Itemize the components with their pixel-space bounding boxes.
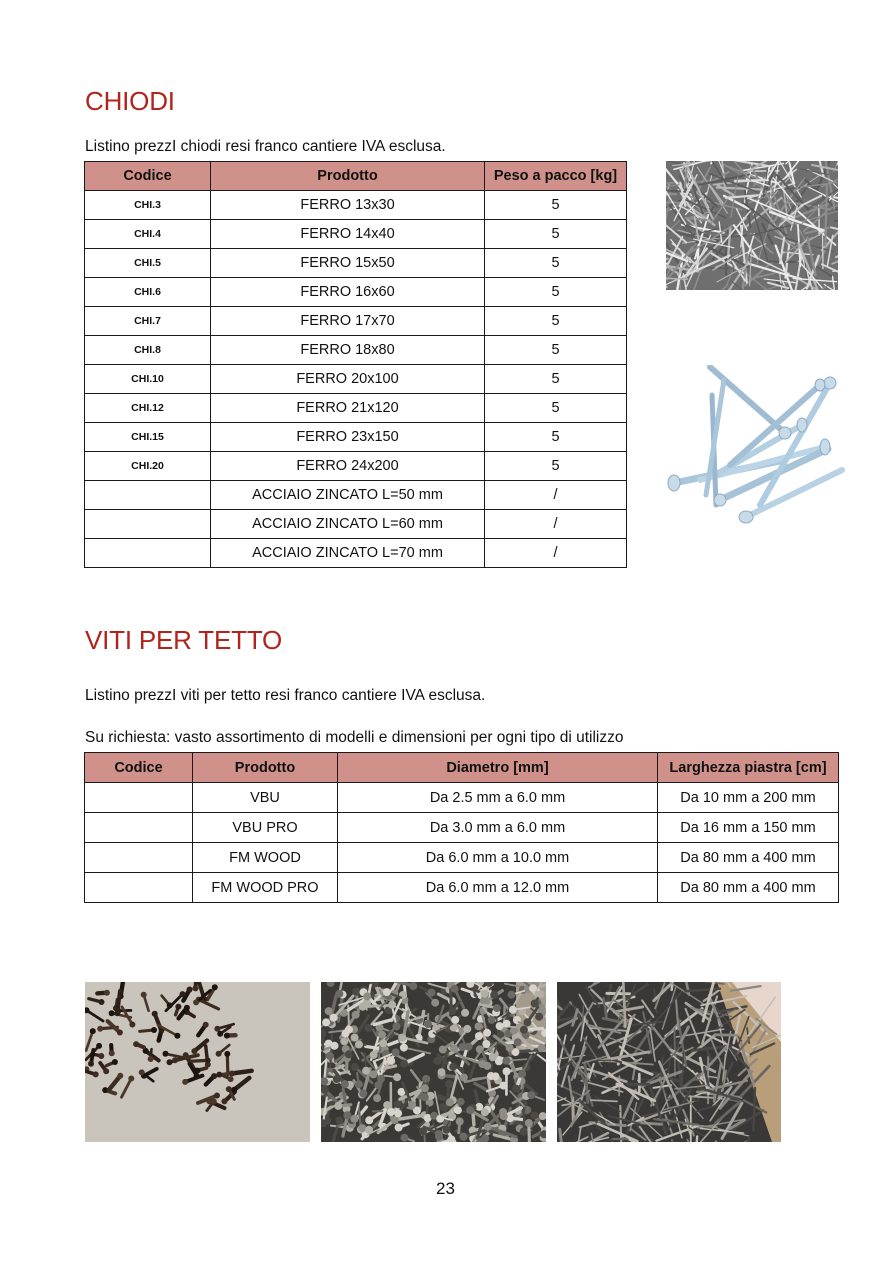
- cell-peso: /: [485, 481, 627, 510]
- cell-prodotto: FERRO 21x120: [211, 394, 485, 423]
- cell-prodotto: ACCIAIO ZINCATO L=60 mm: [211, 510, 485, 539]
- table-row: [85, 191, 627, 220]
- section-title-chiodi: CHIODI: [85, 86, 175, 116]
- table-row: [85, 783, 839, 813]
- cell-codice: [85, 783, 193, 813]
- cell-prodotto: FERRO 24x200: [211, 452, 485, 481]
- cell-peso: 5: [485, 423, 627, 452]
- cell-prodotto: FERRO 23x150: [211, 423, 485, 452]
- page-number: 23: [436, 1179, 455, 1198]
- cell-peso: 5: [485, 365, 627, 394]
- pile-of-steel-nails-photo: [666, 161, 838, 290]
- cell-prodotto: FERRO 16x60: [211, 278, 485, 307]
- cell-peso: 5: [485, 394, 627, 423]
- cell-peso: 5: [485, 307, 627, 336]
- cell-codice: CHI.6: [85, 278, 211, 307]
- cell-codice: CHI.15: [85, 423, 211, 452]
- cell-prodotto: VBU: [193, 783, 338, 813]
- table-row: [85, 278, 627, 307]
- viti-table: [84, 752, 839, 903]
- cell-prodotto: FERRO 20x100: [211, 365, 485, 394]
- cell-larghezza: Da 10 mm a 200 mm: [658, 783, 839, 813]
- header-codice: Codice: [85, 753, 193, 783]
- cell-codice: [85, 843, 193, 873]
- cell-larghezza: Da 80 mm a 400 mm: [658, 873, 839, 903]
- table-row: [85, 539, 627, 568]
- cell-diametro: Da 6.0 mm a 10.0 mm: [338, 843, 658, 873]
- screws-in-box-photo: [557, 982, 781, 1142]
- cell-codice: CHI.7: [85, 307, 211, 336]
- viti-note: Su richiesta: vasto assortimento di modelli e dimensioni per ogni tipo di utilizzo: [85, 729, 624, 746]
- table-row: [85, 481, 627, 510]
- table-row: [85, 813, 839, 843]
- cell-prodotto: ACCIAIO ZINCATO L=70 mm: [211, 539, 485, 568]
- cell-codice: CHI.4: [85, 220, 211, 249]
- cell-prodotto: FERRO 14x40: [211, 220, 485, 249]
- galvanized-nails-photo: [660, 365, 845, 530]
- cell-prodotto: FERRO 17x70: [211, 307, 485, 336]
- header-larghezza: Larghezza piastra [cm]: [658, 753, 839, 783]
- cell-peso: 5: [485, 452, 627, 481]
- table-row: [85, 394, 627, 423]
- cell-peso: 5: [485, 249, 627, 278]
- table-row: [85, 365, 627, 394]
- cell-codice: CHI.10: [85, 365, 211, 394]
- cell-larghezza: Da 16 mm a 150 mm: [658, 813, 839, 843]
- table-row: [85, 452, 627, 481]
- header-peso: Peso a pacco [kg]: [485, 162, 627, 191]
- table-row: [85, 843, 839, 873]
- table-row: [85, 336, 627, 365]
- cell-codice: [85, 813, 193, 843]
- header-diametro: Diametro [mm]: [338, 753, 658, 783]
- cell-peso: 5: [485, 336, 627, 365]
- cell-peso: 5: [485, 278, 627, 307]
- table-row: [85, 220, 627, 249]
- cell-codice: [85, 873, 193, 903]
- dark-screws-on-concrete-photo: [85, 982, 310, 1142]
- cell-diametro: Da 3.0 mm a 6.0 mm: [338, 813, 658, 843]
- cell-prodotto: VBU PRO: [193, 813, 338, 843]
- table-header-row: [85, 753, 839, 783]
- cell-codice: [85, 539, 211, 568]
- header-prodotto: Prodotto: [193, 753, 338, 783]
- cell-peso: 5: [485, 220, 627, 249]
- table-header-row: [85, 162, 627, 191]
- header-codice: Codice: [85, 162, 211, 191]
- cell-codice: CHI.8: [85, 336, 211, 365]
- cell-codice: CHI.12: [85, 394, 211, 423]
- cell-prodotto: FERRO 18x80: [211, 336, 485, 365]
- cell-diametro: Da 6.0 mm a 12.0 mm: [338, 873, 658, 903]
- cell-peso: /: [485, 539, 627, 568]
- chiodi-intro: Listino prezzI chiodi resi franco cantiere IVA esclusa.: [85, 138, 446, 155]
- section-title-viti: VITI PER TETTO: [85, 625, 283, 655]
- table-row: [85, 510, 627, 539]
- cell-codice: [85, 510, 211, 539]
- cell-codice: CHI.3: [85, 191, 211, 220]
- cell-codice: CHI.20: [85, 452, 211, 481]
- cell-prodotto: ACCIAIO ZINCATO L=50 mm: [211, 481, 485, 510]
- cell-prodotto: FERRO 13x30: [211, 191, 485, 220]
- table-row: [85, 873, 839, 903]
- cell-diametro: Da 2.5 mm a 6.0 mm: [338, 783, 658, 813]
- cell-prodotto: FERRO 15x50: [211, 249, 485, 278]
- cell-larghezza: Da 80 mm a 400 mm: [658, 843, 839, 873]
- flat-head-nails-in-box-photo: [321, 982, 546, 1142]
- cell-prodotto: FM WOOD: [193, 843, 338, 873]
- table-row: [85, 423, 627, 452]
- header-prodotto: Prodotto: [211, 162, 485, 191]
- cell-peso: /: [485, 510, 627, 539]
- viti-intro: Listino prezzI viti per tetto resi franco cantiere IVA esclusa.: [85, 687, 486, 704]
- cell-prodotto: FM WOOD PRO: [193, 873, 338, 903]
- cell-peso: 5: [485, 191, 627, 220]
- table-row: [85, 249, 627, 278]
- cell-codice: CHI.5: [85, 249, 211, 278]
- cell-codice: [85, 481, 211, 510]
- chiodi-table: [84, 161, 627, 568]
- table-row: [85, 307, 627, 336]
